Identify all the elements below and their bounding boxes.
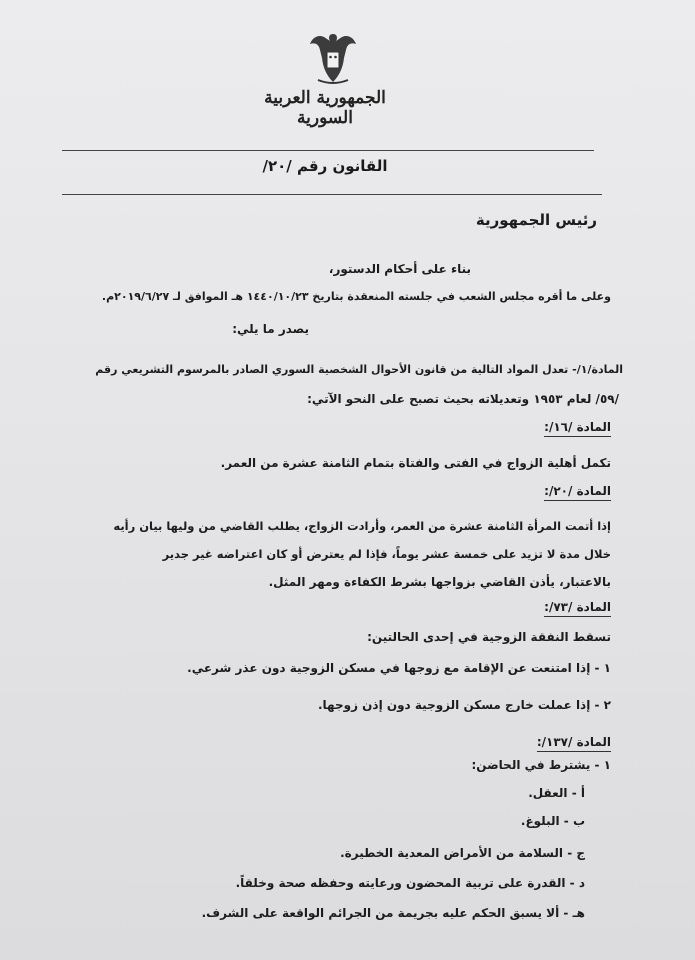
- article-20-heading: المادة /٢٠/:: [544, 484, 611, 501]
- president-heading: رئيس الجمهورية: [475, 211, 597, 229]
- bottom-divider: [62, 194, 602, 195]
- article-137-item-a: أ - العقل.: [528, 786, 585, 800]
- article-16-text: تكمل أهلية الزواج في الفتى والفتاة بتمام الثامنة عشرة من العمر.: [220, 456, 611, 470]
- article-16-heading: المادة /١٦/:: [544, 420, 611, 437]
- article-20-line-1: إذا أتمت المرأة الثامنة عشرة من العمر، وأرادت الزواج، يطلب القاضي من وليها بيان رأيه: [113, 519, 611, 533]
- eagle-crest-icon: [308, 28, 358, 86]
- article-137-item-d: د - القدرة على تربية المحضون ورعايته وحفظه صحة وخلقاً.: [235, 876, 585, 890]
- article-73-item-2: ٢ - إذا عملت خارج مسكن الزوجية دون إذن زوجها.: [317, 698, 611, 712]
- article-20-line-2: خلال مدة لا تزيد على خمسة عشر يوماً، فإذا لم يعترض أو كان اعتراضه غير جدير: [162, 547, 611, 561]
- article-137-item-c: ج - السلامة من الأمراض المعدية الخطيرة.: [340, 846, 585, 860]
- preamble-parliament: وعلى ما أقره مجلس الشعب في جلسته المنعقدة بتاريخ ١٤٤٠/١٠/٢٣ هـ الموافق لـ ٢٠١٩/٦/٢٧م.: [101, 290, 611, 303]
- article-1-line-1: المادة/١/- تعدل المواد التالية من قانون الأحوال الشخصية السوري الصادر بالمرسوم التشريعي رقم: [95, 363, 623, 376]
- article-137-intro: ١ - يشترط في الحاضن:: [471, 758, 611, 772]
- article-73-intro: تسقط النفقة الزوجية في إحدى الحالتين:: [367, 630, 611, 644]
- article-137-item-e: هـ - ألا يسبق الحكم عليه بجريمة من الجرائم الواقعة على الشرف.: [201, 906, 585, 920]
- law-title: القانون رقم /٢٠/: [262, 157, 388, 175]
- article-20-line-3: بالاعتبار، يأذن القاضي بزواجها بشرط الكفاءة ومهر المثل.: [268, 575, 611, 589]
- top-divider: [62, 150, 594, 151]
- article-73-item-1: ١ - إذا امتنعت عن الإقامة مع زوجها في مسكن الزوجية دون عذر شرعي.: [187, 661, 611, 675]
- article-73-heading: المادة /٧٣/:: [544, 600, 611, 617]
- republic-name: الجمهورية العربية السورية: [264, 88, 386, 128]
- article-137-heading: المادة /١٣٧/:: [537, 735, 611, 752]
- issues-line: يصدر ما يلي:: [232, 322, 309, 336]
- article-137-item-b: ب - البلوغ.: [520, 814, 585, 828]
- preamble-constitution: بناء على أحكام الدستور،: [328, 262, 471, 276]
- article-1-line-2: /٥٩/ لعام ١٩٥٣ وتعديلاته بحيث تصبح على النحو الآتي:: [307, 392, 619, 406]
